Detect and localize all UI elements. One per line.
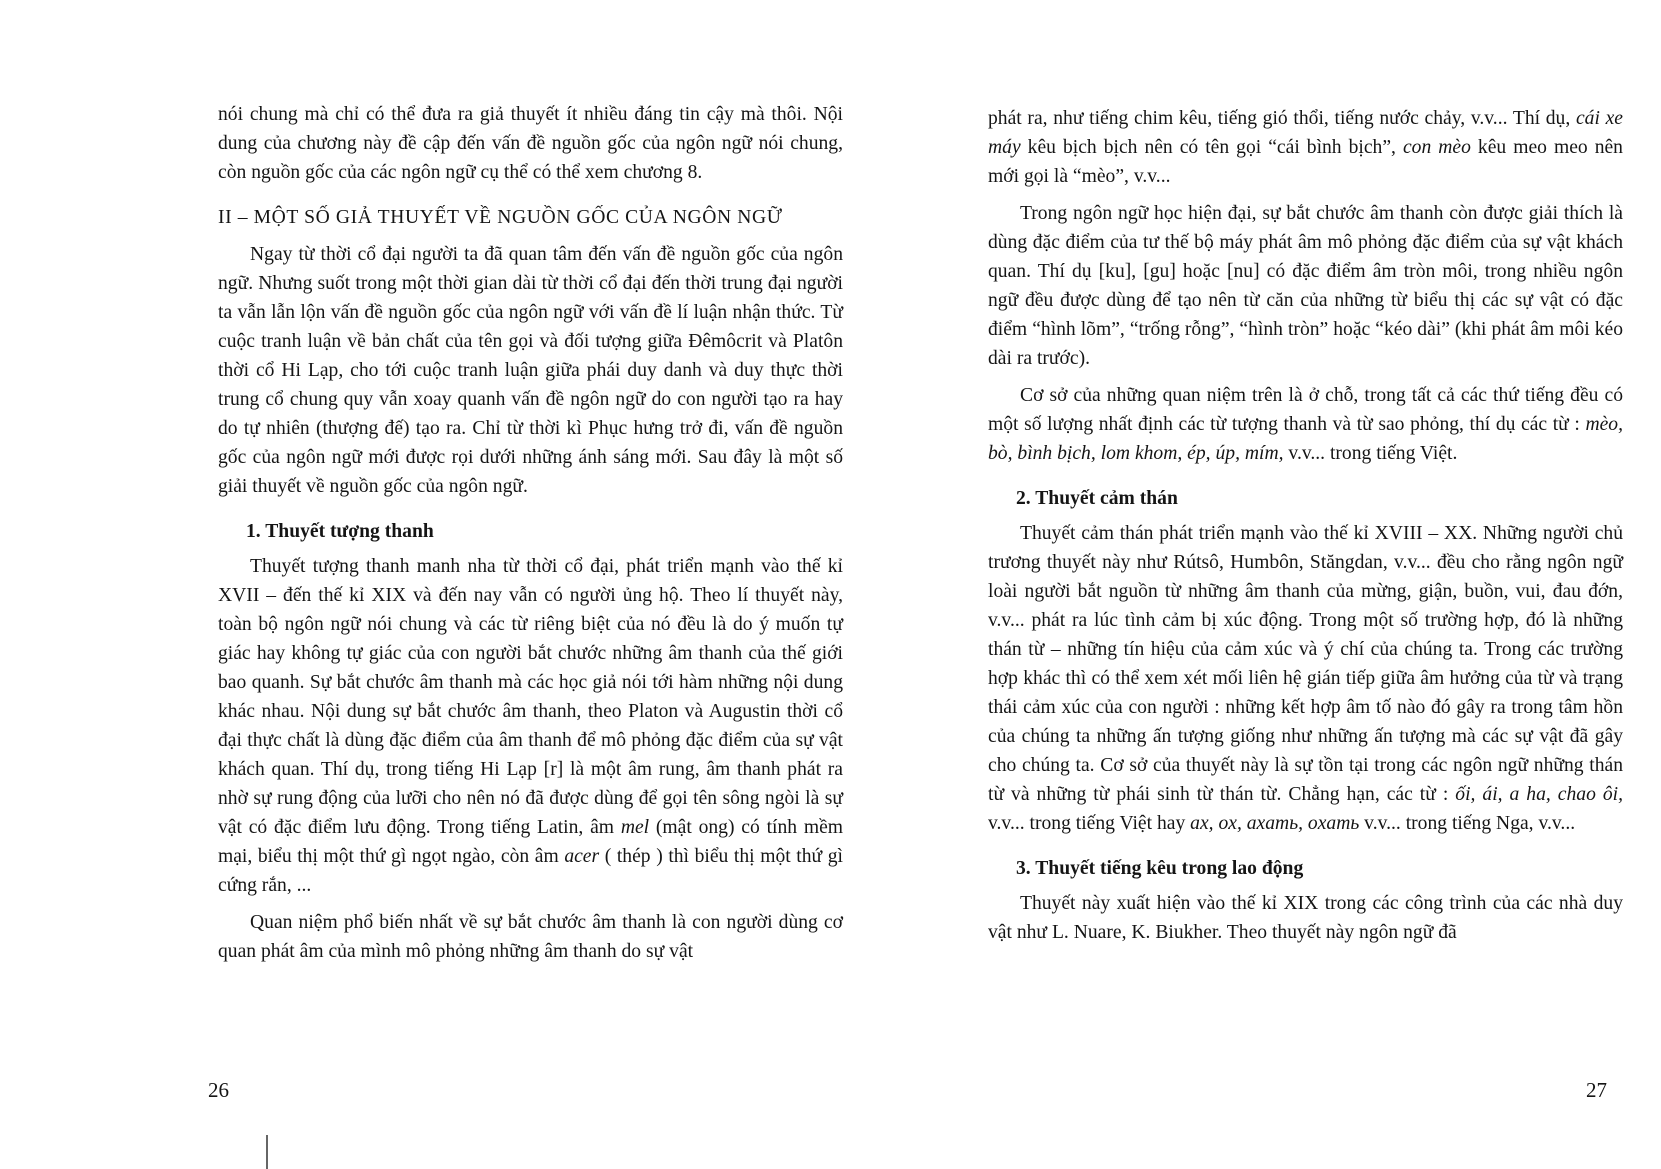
text-run: (mật ong) có tính mềm mại, biểu thị một thứ gì ngọt ngào, còn âm bbox=[218, 817, 844, 867]
basis-paragraph bbox=[988, 381, 1623, 468]
italic-words: mèo, bò, bình bịch, lom khom, ép, úp, mím, bbox=[988, 414, 1623, 464]
continuation-paragraph bbox=[988, 104, 1623, 191]
onomatopoeia-paragraph-2: Quan niệm phổ biến nhất về sự bắt chước âm thanh là con người dùng cơ quan phát âm của mình mô phỏng những âm thanh do sự vật bbox=[218, 912, 843, 962]
modern-linguistics-paragraph: Trong ngôn ngữ học hiện đại, sự bắt chước âm thanh còn được giải thích là dùng đặc điểm của tư thế bộ máy phát âm mô phỏng đặc điểm của sự vật khách quan. Thí dụ [ku], [gu] hoặc [nu] có đặc điểm âm tròn môi, trong nhiều ngôn ngữ đều được dùng để tạo nên từ căn của những từ biểu thị các sự vật có đặc điểm “hình lõm”, “trống rỗng”, “hình tròn” hoặc “kéo dài” (khi phát âm môi kéo dài ra trước). bbox=[988, 203, 1623, 369]
text-run: v.v... trong tiếng Nga, v.v... bbox=[1359, 813, 1576, 834]
scan-mark bbox=[266, 1135, 268, 1169]
left-page-text bbox=[218, 100, 843, 974]
right-page bbox=[860, 0, 1661, 1169]
page-number-left: 26 bbox=[208, 1078, 229, 1102]
heading-labor-cry-theory: 3. Thuyết tiếng kêu trong lao động bbox=[1016, 858, 1304, 879]
section-paragraph: Ngay từ thời cổ đại người ta đã quan tâm đến vấn đề nguồn gốc của ngôn ngữ. Nhưng suốt trong một thời gian dài từ thời cổ đại đến thời trung đại người ta vẫn lẫn lộn vấn đề nguồn gốc của ngôn ngữ với vấn đề lí luận nhận thức. Từ cuộc tranh luận về bản chất của tên gọi và đối tượng giữa Đêmôcrit và Platôn thời cổ Hi Lạp, cho tới cuộc tranh luận giữa phái duy danh và duy thực thời trung cổ chung quy vẫn xoay quanh vấn đề ngôn ngữ do con người tạo ra hay do tự nhiên (thượng đế) tạo ra. Chỉ từ thời kì Phục hưng trở đi, vấn đề nguồn gốc của ngôn ngữ mới được rọi dưới những ánh sáng mới. Sau đây là một số giải thuyết về nguồn gốc của ngôn ngữ. bbox=[218, 244, 843, 497]
italic-words-russian: ax, ox, axать, oxать bbox=[1190, 813, 1360, 834]
text-run: kêu meo meo nên mới gọi là “mèo”, v.v... bbox=[988, 137, 1623, 187]
italic-word: cái xe máy bbox=[988, 108, 1623, 158]
text-run: v.v... trong tiếng Việt. bbox=[1283, 443, 1458, 464]
right-page-text bbox=[988, 104, 1623, 955]
italic-word-acer: acer bbox=[564, 846, 600, 867]
text-run: kêu bịch bịch nên có tên gọi “cái bình bịch”, bbox=[1020, 137, 1403, 158]
section-title: II – MỘT SỐ GIẢ THUYẾT VỀ NGUỒN GỐC CỦA NGÔN NGỮ bbox=[218, 207, 783, 228]
heading-interjection-theory: 2. Thuyết cảm thán bbox=[1016, 488, 1178, 509]
text-run: v.v... trong tiếng Việt hay bbox=[988, 813, 1191, 834]
heading-onomatopoeia-theory: 1. Thuyết tượng thanh bbox=[246, 521, 434, 542]
page-number-right: 27 bbox=[1586, 1078, 1607, 1102]
text-run: Thuyết tượng thanh manh nha từ thời cổ đại, phát triển mạnh vào thế kỉ XVII – đến thế kỉ XIX và đến nay vẫn có người ủng hộ. Theo lí thuyết này, toàn bộ ngôn ngữ nói chung và các từ riêng biệt của nó đều là do ý muốn tự giác hay không tự giác của con người bắt chước những âm thanh của thế giới bao quanh. Sự bắt chước âm thanh mà các học giả nói tới hàm những nội dung khác nhau. Nội dung sự bắt chước âm thanh, theo Platon và Augustin thời cổ đại thực chất là dùng đặc điểm của âm thanh để mô phỏng đặc điểm của sự vật khách quan. Thí dụ, trong tiếng Hi Lạp [r] là một âm rung, âm thanh phát ra nhờ sự rung động của lưỡi cho nên nó đã được dùng để gọi tên sông ngòi là sự vật có đặc điểm lưu động. Trong tiếng Latin, âm bbox=[218, 556, 843, 838]
text-run: ( thép ) thì biểu thị một thứ gì cứng rắn, ... bbox=[218, 846, 843, 896]
labor-cry-paragraph: Thuyết này xuất hiện vào thế kỉ XIX trong các công trình của các nhà duy vật như L. Nuare, K. Biukher. Theo thuyết này ngôn ngữ đã bbox=[988, 893, 1623, 943]
onomatopoeia-paragraph-1 bbox=[218, 552, 843, 900]
text-run: phát ra, như tiếng chim kêu, tiếng gió thổi, tiếng nước chảy, v.v... Thí dụ, bbox=[988, 108, 1576, 129]
text-run: Thuyết cảm thán phát triển mạnh vào thế kỉ XVIII – XX. Những người chủ trương thuyết này như Rútsô, Humbôn, Stăngdan, v.v... đều cho rằng ngôn ngữ loài người bắt nguồn từ những âm thanh của mừng, giận, buồn, vui, đau đớn, v.v... phát ra lúc tình cảm bị xúc động. Trong một số trường hợp, đó là những thán từ – những tín hiệu của cảm xúc và ý chí của chúng ta. Trong các trường hợp khác thì có thể xem xét mối liên hệ gián tiếp giữa âm hưởng của từ và trạng thái cảm xúc của con người : những kết hợp âm tố nào đó gây ra trong tâm hồn của chúng ta những ấn tượng giống như những ấn tượng mà các sự vật đã gây cho chúng ta. Cơ sở của thuyết này là sự tồn tại trong các ngôn ngữ những thán từ và những từ phái sinh từ thán từ. Chẳng hạn, các từ : bbox=[988, 523, 1623, 805]
italic-word: con mèo bbox=[1402, 137, 1471, 158]
interjection-paragraph bbox=[988, 519, 1623, 838]
italic-word-mel: mel bbox=[620, 817, 650, 838]
text-run: Cơ sở của những quan niệm trên là ở chỗ, trong tất cả các thứ tiếng đều có một số lượng nhất định các từ tượng thanh và từ sao phỏng, thí dụ các từ : bbox=[988, 385, 1623, 435]
intro-paragraph: nói chung mà chỉ có thể đưa ra giả thuyết ít nhiều đáng tin cậy mà thôi. Nội dung của chương này đề cập đến vấn đề nguồn gốc của ngôn ngữ nói chung, còn nguồn gốc của các ngôn ngữ cụ thể có thể xem chương 8. bbox=[218, 104, 843, 183]
italic-words: ối, ái, a ha, chao ôi, bbox=[1455, 784, 1623, 805]
